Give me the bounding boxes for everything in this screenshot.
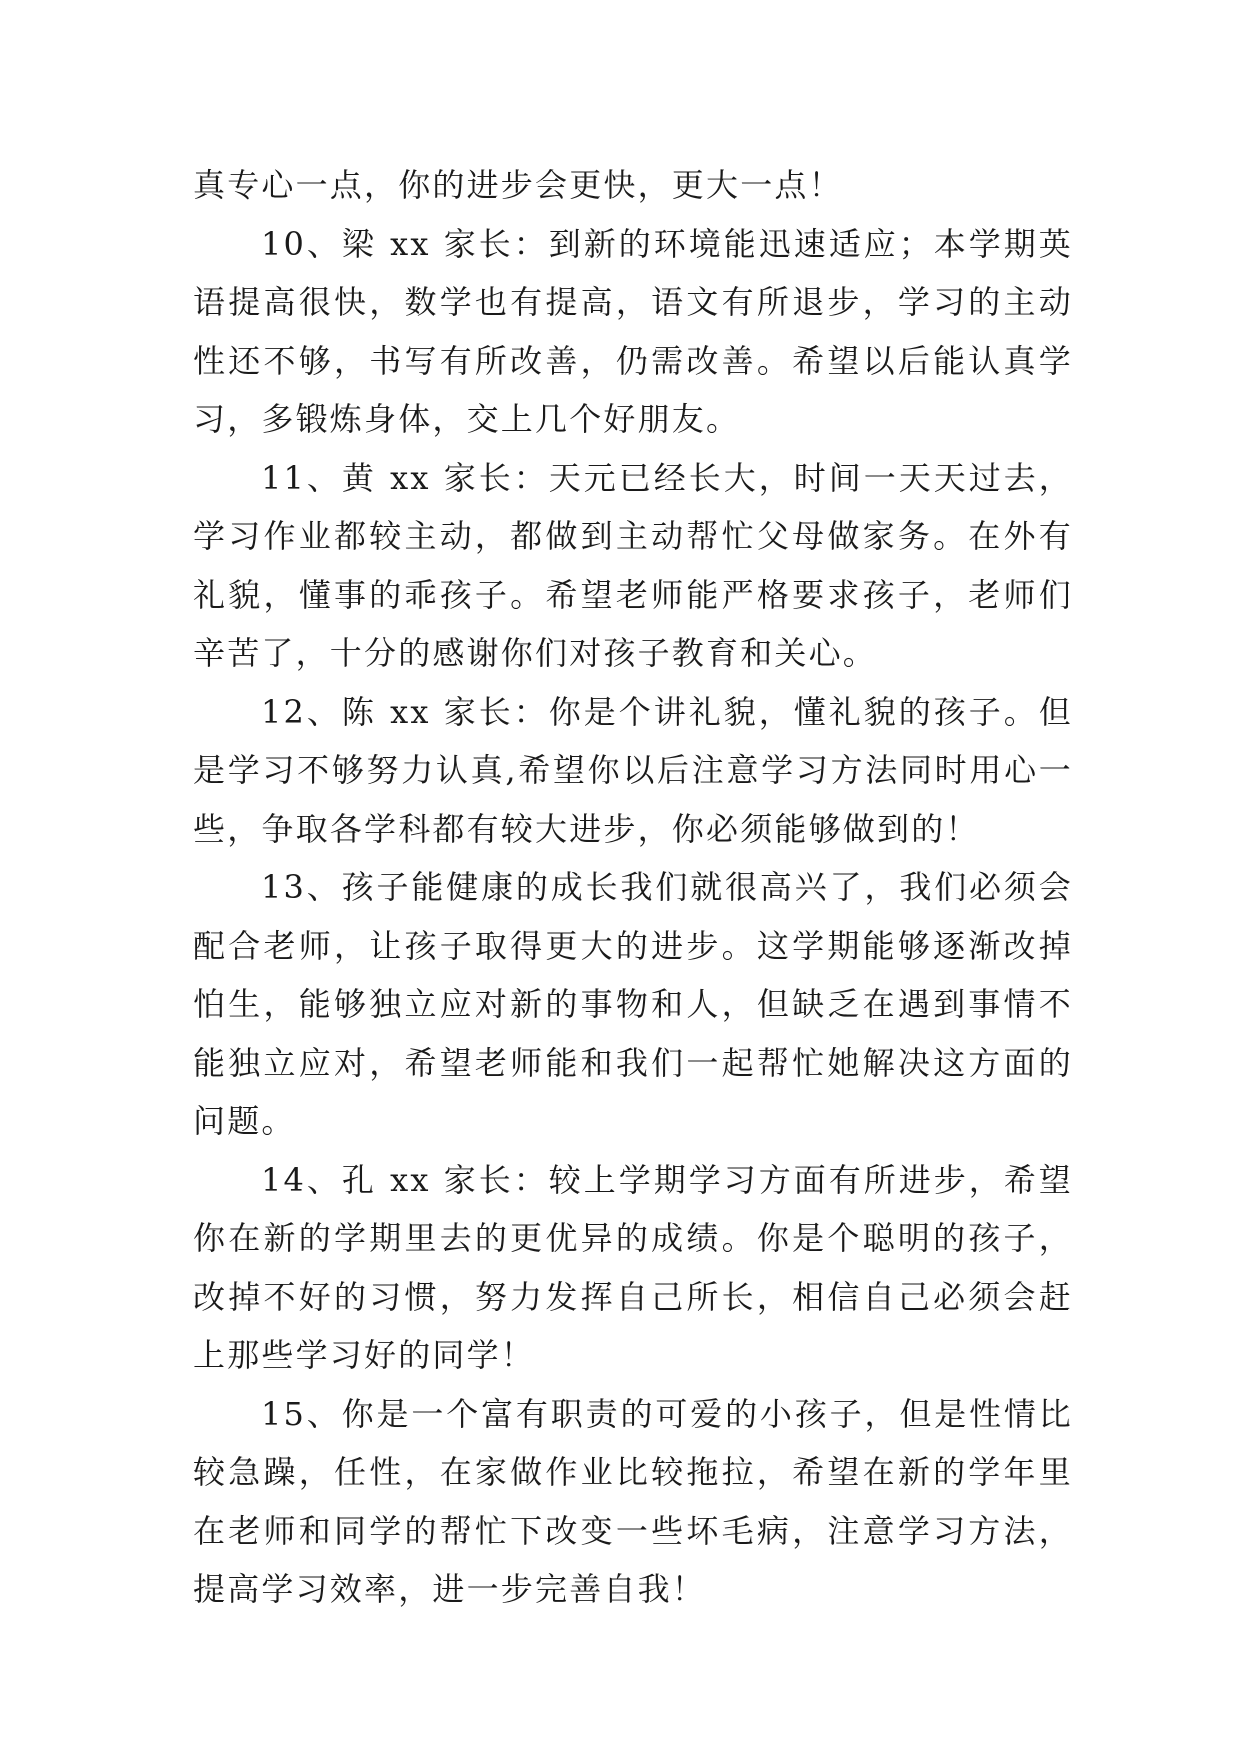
paragraph-comment-14: 14、孔 xx 家长：较上学期学习方面有所进步，希望你在新的学期里去的更优异的成绩。你是个聪明的孩子，改掉不好的习惯，努力发挥自己所长，相信自己必须会赶上那些学习好的同学！	[193, 1160, 1073, 1374]
paragraph-comment-13: 13、孩子能健康的成长我们就很高兴了，我们必须会配合老师，让孩子取得更大的进步。这学期能够逐渐改掉怕生，能够独立应对新的事物和人，但缺乏在遇到事情不能独立应对，希望老师能和我们一起帮忙她解决这方面的问题。	[193, 868, 1073, 1140]
paragraph-continuation: 真专心一点，你的进步会更快，更大一点！	[193, 166, 843, 204]
paragraph-comment-10: 10、梁 xx 家长：到新的环境能迅速适应；本学期英语提高很快，数学也有提高，语文有所退步，学习的主动性还不够，书写有所改善，仍需改善。希望以后能认真学习，多锻炼身体，交上几个好朋友。	[193, 224, 1073, 438]
paragraph-comment-15: 15、你是一个富有职责的可爱的小孩子，但是性情比较急躁，任性，在家做作业比较拖拉，希望在新的学年里在老师和同学的帮忙下改变一些坏毛病，注意学习方法，提高学习效率，进一步完善自我！	[193, 1394, 1073, 1608]
paragraph-comment-11: 11、黄 xx 家长：天元已经长大，时间一天天过去，学习作业都较主动，都做到主动帮忙父母做家务。在外有礼貌，懂事的乖孩子。希望老师能严格要求孩子，老师们辛苦了，十分的感谢你们对孩子教育和关心。	[193, 458, 1073, 672]
document-body	[193, 156, 1073, 1619]
paragraph-comment-12: 12、陈 xx 家长：你是个讲礼貌，懂礼貌的孩子。但是学习不够努力认真,希望你以后注意学习方法同时用心一些，争取各学科都有较大进步，你必须能够做到的！	[193, 692, 1073, 848]
